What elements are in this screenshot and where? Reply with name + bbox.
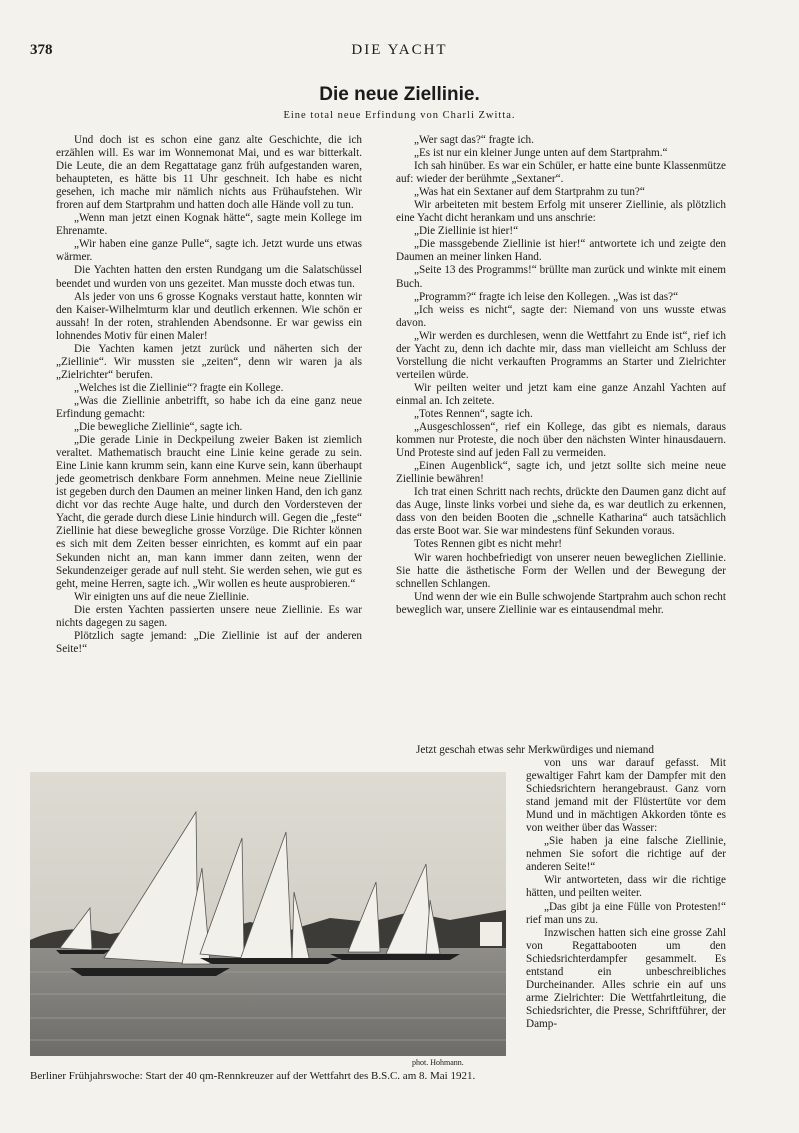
paragraph: Die ersten Yachten passierten unsere neue Ziellinie. Es war nichts dagegen zu sagen. bbox=[56, 603, 362, 629]
paragraph: „Welches ist die Ziellinie“? fragte ein Kollege. bbox=[74, 381, 284, 394]
paragraph: Und wenn der wie ein Bulle schwojende Startprahm auch schon recht beweglich war, unsere Ziellinie war es eintausendmal mehr. bbox=[396, 590, 726, 616]
page-number: 378 bbox=[30, 42, 53, 58]
paragraph: „Wenn man jetzt einen Kognak hätte“, sagte mein Kollege im Ehrenamte. bbox=[56, 212, 362, 238]
paragraph: „Wir haben eine ganze Pulle“, sagte ich. Jetzt wurde uns etwas wärmer. bbox=[56, 238, 362, 264]
paragraph: Die Yachten kamen jetzt zurück und näherten sich der „Ziellinie“. Wir mussten sie „zeiten“, denn wir waren ja als „Zielrichter“ berufen. bbox=[56, 342, 362, 381]
paragraph: „Einen Augenblick“, sagte ich, und jetzt sollte sich meine neue Ziellinie bewähren! bbox=[396, 460, 726, 486]
paragraph: „Ich weiss es nicht“, sagte der: Niemand von uns wusste etwas davon. bbox=[396, 303, 726, 329]
paragraph: „Sie haben ja eine falsche Ziellinie, nehmen Sie sofort die richtige auf der anderen Seite!“ bbox=[526, 835, 726, 874]
paragraph: Totes Rennen gibt es nicht mehr! bbox=[414, 538, 563, 551]
paragraph: „Ausgeschlossen“, rief ein Kollege, das gibt es niemals, daraus kommen nur Proteste, die noch über den nächsten Winter hinausdauern. Und Proteste sind auf jeden Fall zu vermeiden. bbox=[396, 421, 726, 460]
paragraph: „Wer sagt das?“ fragte ich. bbox=[414, 134, 534, 146]
article-subtitle: Eine total neue Erfindung von Charli Zwitta. bbox=[283, 110, 516, 121]
paragraph: „Die massgebende Ziellinie ist hier!“ antwortete ich und zeigte den Daumen an meiner linken Hand. bbox=[396, 238, 726, 264]
paragraph: Wir einigten uns auf die neue Ziellinie. bbox=[74, 590, 250, 603]
paragraph: Wir peilten weiter und jetzt kam eine ganze Anzahl Yachten auf einmal an. Ich zeitete. bbox=[396, 381, 726, 407]
paragraph: „Was hat ein Sextaner auf dem Startprahm zu tun?“ bbox=[414, 186, 645, 199]
paragraph: „Die Ziellinie ist hier!“ bbox=[414, 225, 519, 238]
left-column bbox=[56, 134, 362, 656]
paragraph: Wir arbeiteten mit bestem Erfolg mit unserer Ziellinie, als plötzlich eine Yacht dicht herankam und uns anschrie: bbox=[396, 199, 726, 225]
paragraph: Ich sah hinüber. Es war ein Schüler, er hatte eine bunte Klassenmütze auf: wieder der berühmte „Sextaner“. bbox=[396, 160, 726, 186]
paragraph: Jetzt geschah etwas sehr Merkwürdiges und niemand bbox=[416, 744, 654, 756]
paragraph: Und doch ist es schon eine ganz alte Geschichte, die ich erzählen will. Es war im Wonnemonat Mai, und es war bitterkalt. Die Leute, die an dem Regattatage ganz früh aufgestanden waren, behaupteten, es hätte bis 11 Uhr geschneit. Ich habe es nicht gesehen, ich mache mir nämlich nichts aus Frühaufstehen. Wir froren auf dem Startprahm und hatten doch alle Hände voll zu tun. bbox=[56, 134, 362, 212]
photo-caption: Berliner Frühjahrswoche: Start der 40 qm-Rennkreuzer auf der Wettfahrt des B.S.C. am 8. Mai 1921. bbox=[30, 1070, 476, 1082]
article-title: Die neue Ziellinie. bbox=[319, 84, 480, 105]
paragraph: „Es ist nur ein kleiner Junge unten auf dem Startprahm.“ bbox=[414, 147, 668, 160]
paragraph: „Die bewegliche Ziellinie“, sagte ich. bbox=[74, 421, 243, 434]
paragraph: „Seite 13 des Programms!“ brüllte man zurück und winkte mit einem Buch. bbox=[396, 264, 726, 290]
paragraph: Wir waren hochbefriedigt von unserer neuen beweglichen Ziellinie. Sie hatte die ästhetische Form der Wellen und der Bewegung der schnellen Schlangen. bbox=[396, 551, 726, 590]
paragraph: „Was die Ziellinie anbetrifft, so habe ich da eine ganz neue Erfindung gemacht: bbox=[56, 394, 362, 420]
paragraph: Wir antworteten, dass wir die richtige hätten, und peilten weiter. bbox=[526, 874, 726, 900]
paragraph: „Wir werden es durchlesen, wenn die Wettfahrt zu Ende ist“, rief ich der Yacht zu, denn ich dachte mir, dass man vielleicht am Schluss der Vorstellung die nicht verkauften Programms an Starter und Zielrichter verteilen würde. bbox=[396, 329, 726, 381]
paragraph: Ich trat einen Schritt nach rechts, drückte den Daumen ganz dicht auf das Auge, linste links vorbei und siehe da, es war deutlich zu erkennen, dass von den beiden Booten die „schnelle Katharina“ auch tatsächlich das erste Boot war. Sie war mindestens fünf Sekunden voraus. bbox=[396, 486, 726, 538]
paragraph: „Das gibt ja eine Fülle von Protesten!“ rief man uns zu. bbox=[526, 900, 726, 926]
paragraph: „Die gerade Linie in Deckpeilung zweier Baken ist ziemlich veraltet. Mathematisch braucht eine Linie keine gerade zu sein. Eine Linie kann krumm sein, kann eine Kurve sein, kann überhaupt jede geometrisch denkbare Form annehmen. Meine neue Ziellinie ist gegeben durch den Daumen an meiner linken Hand, den ich ganz dicht vor das rechte Auge halte, und durch den Vordersteven der Yacht, die gerade durch diese Linie hindurch will. Gegen die „feste“ Ziellinie hat diese bewegliche grosse Vorzüge. Die Richter können es sich mit dem Zeiten besser einrichten, es kommt auf ein paar Sekunden nicht an, man kann immer dann zeiten, wenn der Sekundenzeiger gerade auf null steht. Sie werden sehen, wie gut es geht, meine Herren, sagte ich. „Wir wollen es heute ausprobieren.“ bbox=[56, 434, 362, 590]
paragraph: von uns war darauf gefasst. Mit gewaltiger Fahrt kam der Dampfer mit den Schiedsrichtern herangebraust. Ganz vorn stand jemand mit der Flüstertüte vor dem Mund und in mächtigen Akkorden tönte es von weither über das Wasser: bbox=[526, 757, 726, 835]
photo-credit: phot. Hohmann. bbox=[412, 1058, 464, 1067]
right-column bbox=[396, 134, 726, 617]
paragraph: Die Yachten hatten den ersten Rundgang um die Salatschüssel beendet und wurden von uns gezeitet. Man musste doch etwas tun. bbox=[56, 264, 362, 290]
paragraph: Plötzlich sagte jemand: „Die Ziellinie ist auf der anderen Seite!“ bbox=[56, 629, 362, 655]
paragraph: „Programm?“ fragte ich leise den Kollegen. „Was ist das?“ bbox=[414, 290, 679, 303]
running-title: DIE YACHT bbox=[351, 42, 448, 58]
paragraph: Inzwischen hatten sich eine grosse Zahl von Regattabooten um den Schiedsrichterdampfer gesammelt. Es entstand ein unbeschreibliches Durcheinander. Alles schrie ein auf uns arme Zielrichter: Die Wettfahrtleitung, die Schiedsrichter, die Presse, Schriftführer, der Damp- bbox=[526, 926, 726, 1030]
regatta-photo bbox=[30, 772, 506, 1056]
right-column-wide-line bbox=[398, 744, 726, 757]
right-column-narrow bbox=[526, 757, 726, 1031]
paragraph: Als jeder von uns 6 grosse Kognaks verstaut hatte, konnten wir den Kaiser-Wilhelmturm klar und deutlich erkennen. Wie schön er aussah! In der roten, strahlenden Abendsonne. Er war gewiss ein lohnendes Motiv für einen Maler! bbox=[56, 290, 362, 342]
paragraph: „Totes Rennen“, sagte ich. bbox=[414, 407, 533, 420]
